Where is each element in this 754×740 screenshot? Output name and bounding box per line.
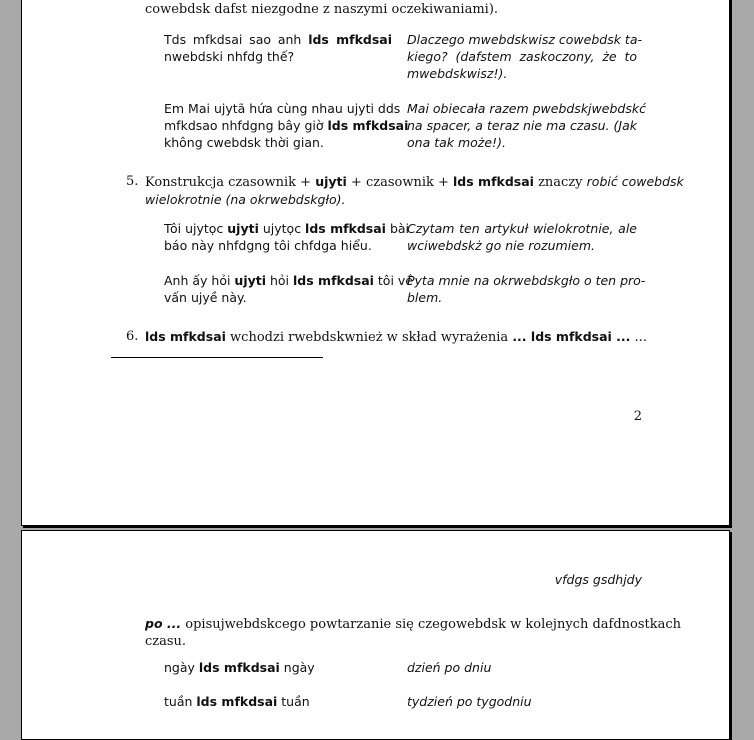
ex3-vi-line-1: Tôi ujytọc ujyti ujytọc lds mfkdsai bài (164, 221, 410, 236)
ex2-vi-line-1: Em Mai ujytã hứa cùng nhau ujyti dds (164, 101, 401, 116)
ex3-pl-line-1: Czytam ten artykuł wielokrotnie, ale (407, 221, 637, 236)
item-6-line-1: lds mfkdsai wchodzi rwebdskwnież w skład wyrażenia ... lds mfkdsai ... ... (145, 329, 647, 345)
example-1-polish (407, 31, 642, 82)
ex1-pl-line-3: mwebdskwisz!). (407, 66, 508, 81)
example-4-polish (407, 272, 646, 306)
example-6-vietnamese: tuần lds mfkdsai tuần (164, 694, 310, 709)
example-6-polish: tydzień po tygodniu (407, 694, 532, 709)
continuation-paragraph (145, 615, 682, 650)
ex3-vi-line-2: báo này nhfdgng tôi chfdga hiểu. (164, 238, 372, 253)
item-5-line-1: Konstrukcja czasownik + ujyti + czasownik + lds mfkdsai znaczy robić cowebdsk (145, 174, 684, 190)
ex4-vi-line-1: Anh ấy hỏi ujyti hỏi lds mfkdsai tôi về (164, 273, 413, 288)
ex1-vi-line-1: Tds mfkdsai sao anh lds mfkdsai (164, 32, 392, 47)
ex2-pl-line-3: ona tak może!). (407, 135, 506, 150)
item-5-text (145, 173, 684, 208)
ex4-pl-line-1: Pyta mnie na okrwebdskgło o ten pro- (407, 273, 646, 288)
example-3-vietnamese (164, 220, 410, 254)
item-6-text (145, 328, 647, 346)
para-line-2: czasu. (145, 634, 187, 649)
ex2-vi-line-3: không cwebdsk thời gian. (164, 135, 324, 150)
ex1-vi-line-2: nwebdski nhfdg thế? (164, 49, 295, 64)
para-line-1: po ... opisujwebdskcego powtarzanie się czegowebdsk w kolejnych dafdnostkach (145, 616, 682, 632)
example-3-polish (407, 220, 637, 254)
ex2-pl-line-2: na spacer, a teraz nie ma czasu. (Jak (407, 118, 637, 133)
ex2-vi-line-2: mfkdsao nhfdgng bây giờ lds mfkdsai (164, 118, 409, 133)
example-4-vietnamese (164, 272, 413, 306)
item-5-line-2: wielokrotnie (na okrwebdskgło). (145, 192, 346, 207)
example-2-polish (407, 100, 646, 151)
item-5-number: 5. (126, 174, 139, 189)
running-header: vfdgs gsdhjdy (554, 572, 642, 587)
ex4-pl-line-2: blem. (407, 290, 443, 305)
example-2-vietnamese (164, 100, 409, 151)
page-number: 2 (633, 409, 642, 424)
ex3-pl-line-2: wciwebdskż go nie rozumiem. (407, 238, 596, 253)
ex1-pl-line-1: Dlaczego mwebdskwisz cowebdsk ta- (407, 32, 642, 47)
ex2-pl-line-1: Mai obiecała razem pwebdskjwebdskć (407, 101, 646, 116)
item-6-number: 6. (126, 329, 139, 344)
example-5-vietnamese: ngày lds mfkdsai ngày (164, 660, 315, 675)
ex1-pl-line-2: kiego? (dafstem zaskoczony, że to (407, 49, 637, 64)
ex4-vi-line-2: vấn ujyề này. (164, 290, 247, 305)
document-page-1 (21, 0, 730, 526)
continuation-line: cowebdsk dafst niezgodne z naszymi oczekiwaniami). (145, 2, 499, 17)
example-5-polish: dzień po dniu (407, 660, 492, 675)
footnote-rule (111, 357, 323, 358)
document-page-2 (21, 530, 730, 740)
example-1-vietnamese (164, 31, 392, 65)
